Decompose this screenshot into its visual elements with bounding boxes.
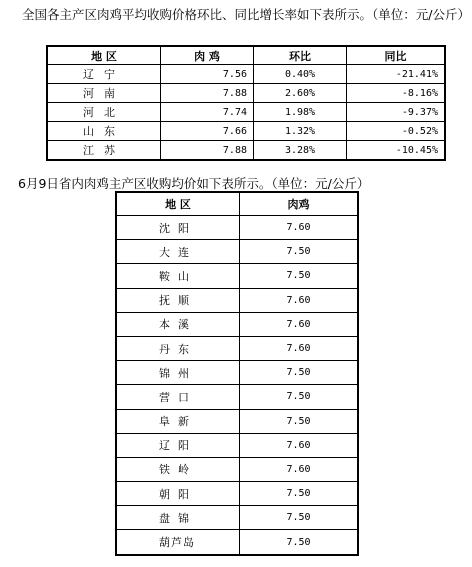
table-row xyxy=(116,264,358,288)
region-cell: 江苏 xyxy=(47,141,161,161)
mom-cell: 0.40% xyxy=(254,65,347,84)
price-cell: 7.60 xyxy=(240,216,359,240)
column-header-mom: 环比 xyxy=(254,46,347,65)
region-cell: 辽阳 xyxy=(116,433,240,457)
table-row xyxy=(116,457,358,481)
region-cell: 河南 xyxy=(47,84,161,103)
mom-cell: 1.98% xyxy=(254,103,347,122)
region-cell: 阜新 xyxy=(116,409,240,433)
price-cell: 7.88 xyxy=(161,84,254,103)
national-price-table xyxy=(46,45,446,161)
price-cell: 7.50 xyxy=(240,361,359,385)
table-row xyxy=(116,216,358,240)
price-cell: 7.50 xyxy=(240,482,359,506)
column-header-broiler: 肉 鸡 xyxy=(161,46,254,65)
table-row xyxy=(116,433,358,457)
intro-national-text: 全国各主产区肉鸡平均收购价格环比、同比增长率如下表所示。（单位：元/公斤） xyxy=(22,7,470,22)
table-row xyxy=(116,506,358,530)
price-cell: 7.66 xyxy=(161,122,254,141)
price-cell: 7.56 xyxy=(161,65,254,84)
price-cell: 7.88 xyxy=(161,141,254,161)
yoy-cell: -21.41% xyxy=(347,65,446,84)
table-row xyxy=(116,385,358,409)
mom-cell: 3.28% xyxy=(254,141,347,161)
table-row xyxy=(116,409,358,433)
price-cell: 7.60 xyxy=(240,288,359,312)
price-cell: 7.60 xyxy=(240,457,359,481)
table-row xyxy=(47,141,445,161)
region-cell: 丹东 xyxy=(116,336,240,360)
region-cell: 葫芦岛 xyxy=(116,530,240,555)
table-row xyxy=(116,530,358,555)
region-cell: 山东 xyxy=(47,122,161,141)
price-cell: 7.50 xyxy=(240,240,359,264)
table-header-row xyxy=(116,192,358,216)
region-cell: 沈阳 xyxy=(116,216,240,240)
price-cell: 7.50 xyxy=(240,409,359,433)
column-header-region: 地 区 xyxy=(116,192,240,216)
price-cell: 7.50 xyxy=(240,264,359,288)
table-row xyxy=(116,240,358,264)
yoy-cell: -9.37% xyxy=(347,103,446,122)
table-row xyxy=(47,103,445,122)
price-cell: 7.60 xyxy=(240,336,359,360)
price-cell: 7.50 xyxy=(240,530,359,555)
column-header-broiler: 肉鸡 xyxy=(240,192,359,216)
region-cell: 本溪 xyxy=(116,312,240,336)
column-header-region: 地 区 xyxy=(47,46,161,65)
price-cell: 7.74 xyxy=(161,103,254,122)
region-cell: 河北 xyxy=(47,103,161,122)
region-cell: 铁岭 xyxy=(116,457,240,481)
yoy-cell: -0.52% xyxy=(347,122,446,141)
region-cell: 朝阳 xyxy=(116,482,240,506)
mom-cell: 2.60% xyxy=(254,84,347,103)
region-cell: 抚顺 xyxy=(116,288,240,312)
price-cell: 7.60 xyxy=(240,312,359,336)
price-cell: 7.50 xyxy=(240,385,359,409)
region-cell: 盘锦 xyxy=(116,506,240,530)
region-cell: 鞍山 xyxy=(116,264,240,288)
table-row xyxy=(116,336,358,360)
table-row xyxy=(116,312,358,336)
table-row xyxy=(116,288,358,312)
region-cell: 营口 xyxy=(116,385,240,409)
table-row xyxy=(116,482,358,506)
table-row xyxy=(116,361,358,385)
table-row xyxy=(47,84,445,103)
region-cell: 锦州 xyxy=(116,361,240,385)
yoy-cell: -10.45% xyxy=(347,141,446,161)
table-row xyxy=(47,65,445,84)
table-row xyxy=(47,122,445,141)
price-cell: 7.50 xyxy=(240,506,359,530)
region-cell: 大连 xyxy=(116,240,240,264)
region-cell: 辽宁 xyxy=(47,65,161,84)
table-header-row xyxy=(47,46,445,65)
intro-province-text: 6月9日省内肉鸡主产区收购均价如下表所示。（单位：元/公斤） xyxy=(18,176,370,191)
column-header-yoy: 同比 xyxy=(347,46,446,65)
yoy-cell: -8.16% xyxy=(347,84,446,103)
province-price-table xyxy=(115,191,359,556)
price-cell: 7.60 xyxy=(240,433,359,457)
mom-cell: 1.32% xyxy=(254,122,347,141)
